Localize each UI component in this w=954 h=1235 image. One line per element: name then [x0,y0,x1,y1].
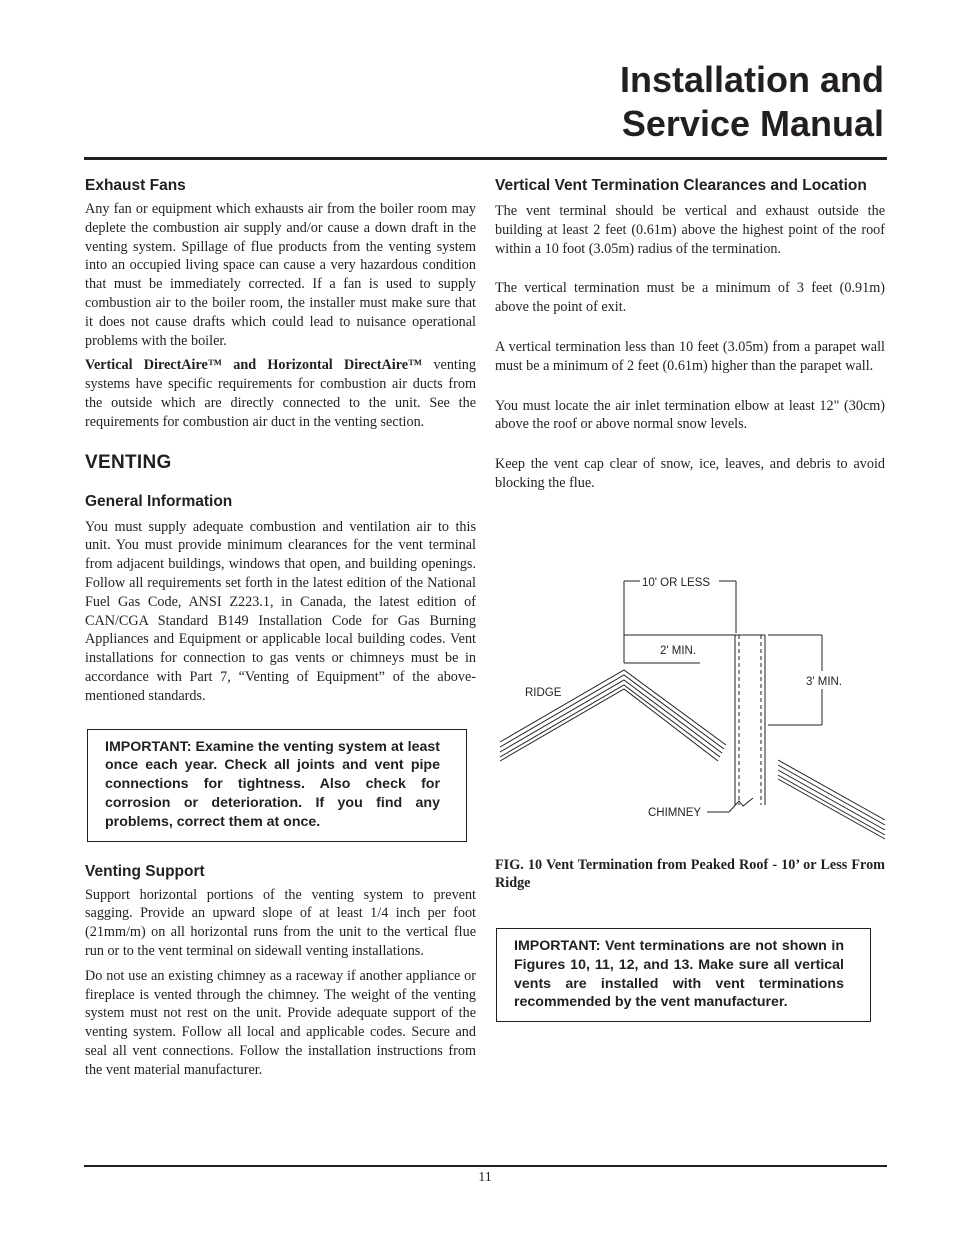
label-10ft-or-less: 10' OR LESS [642,577,711,589]
page-number: 11 [478,1170,492,1185]
vent-termination-diagram [495,565,890,855]
footer-rule [84,1165,887,1167]
right-roof-line-1 [778,760,885,820]
directaire-text: venting systems have specific requirements for combustion air ducts from the outside which are directly connected to the unit. See the requirements for combustion air duct in the venting section. [85,357,476,430]
left-column [85,176,476,1079]
title-line-1: Installation and [619,59,884,100]
vertical-paragraph-4: You must locate the air inlet termination elbow at least 12" (30cm) above the roof or above normal snow levels. [495,397,885,433]
chimney-leader [707,798,753,812]
figure-caption-block [495,856,885,892]
right-roof-line-5 [778,779,885,839]
right-roof-line-4 [778,775,885,835]
right-roof-line-3 [778,770,885,830]
label-ridge: RIDGE [525,687,562,699]
venting-support-heading: Venting Support [85,862,205,880]
directaire-bold: Vertical DirectAire™ and Horizontal DirectAire™ [85,357,423,374]
title-line-2: Service Manual [621,103,884,144]
venting-support-paragraph-1: Support horizontal portions of the venting system to prevent sagging. Provide an upward slope of at least 1/4 inch per foot (21mm/m) on all horizontal runs from the unit to the vertical flue run or to the vent terminal on sidewall venting installations. [85,886,476,959]
manual-title [620,58,884,146]
venting-support-section [85,862,476,1080]
important-notice-venting: IMPORTANT: Examine the venting system at least once each year. Check all joints and vent pipe connections for tightness. Also check for corrosion or deterioration. If you find any problems, correct them at once. [87,729,467,842]
label-chimney: CHIMNEY [648,807,702,819]
diagram-svg [495,565,890,855]
general-information-paragraph: You must supply adequate combustion and ventilation air to this unit. You must provide minimum clearances for the vent terminal from adjacent buildings, windows that open, and building openings. Follow all requirements set forth in the latest edition of the National Fuel Gas Code, ANSI Z223.1, in Canada, the latest edition of CAN/CGA Standard B149 Installation Code for Gas Burning Appliances and Equipment or applicable local building codes. Vent installations for connection to gas vents or chimneys must be in accordance with Part 7, “Venting of Equipment” of the above-mentioned standards. [85,518,476,704]
vent-pipe [735,635,765,805]
left-roof-hatch [500,670,726,761]
important-notice-terminations: IMPORTANT: Vent terminations are not shown in Figures 10, 11, 12, and 13. Make sure all vertical vents are installed with vent terminations recommended by the vent manufacturer. [496,928,871,1022]
directaire-paragraph [85,356,476,431]
vertical-paragraph-2: The vertical termination must be a minimum of 3 feet (0.91m) above the point of exit. [495,280,885,316]
right-column [495,176,885,493]
general-information-heading: General Information [85,492,233,510]
figure-caption: FIG. 10 Vent Termination from Peaked Roof - 10’ or Less From Ridge [495,857,885,891]
vertical-termination-heading: Vertical Vent Termination Clearances and Location [495,177,867,194]
exhaust-fans-paragraph: Any fan or equipment which exhausts air from the boiler room may deplete the combustion air supply and/or cause a down draft in the venting system. Spillage of flue products from the venting system into an occupied living space can cause a very hazardous condition that must be immediately corrected. If a fan is used to supply combustion air to the boiler room, the installer must make sure that it does not cause drafts which could lead to nuisance operational problems with the boiler. [85,201,476,349]
right-roof-line-2 [778,765,885,825]
vertical-paragraph-5: Keep the vent cap clear of snow, ice, leaves, and debris to avoid blocking the flue. [495,456,885,491]
exhaust-fans-heading: Exhaust Fans [85,177,186,194]
general-information-section [85,492,476,706]
label-3ft-min: 3' MIN. [806,676,843,688]
label-2ft-min: 2' MIN. [660,645,697,657]
vertical-paragraph-3: A vertical termination less than 10 feet (3.05m) from a parapet wall must be a minimum of 2 feet (0.61m) higher than the parapet wall. [495,338,885,374]
header-rule [84,157,887,160]
venting-support-paragraph-2: Do not use an existing chimney as a raceway if another appliance or fireplace is vented through the chimney. The weight of the venting system must not rest on the unit. Provide adequate support of the venting system. Follow all local and applicable codes. Secure and seal all vent connections. Follow the installation instructions from the vent material manufacturer. [85,967,476,1078]
right-roof-hatch [778,760,885,839]
vertical-paragraph-1: The vent terminal should be vertical and exhaust outside the building at least 2 feet (0.61m) above the highest point of the roof within a 10 foot (3.05m) radius of the termination. [495,203,885,257]
roof-line-5 [500,689,718,761]
venting-heading: VENTING [85,451,172,473]
exhaust-fans-section [85,176,476,432]
